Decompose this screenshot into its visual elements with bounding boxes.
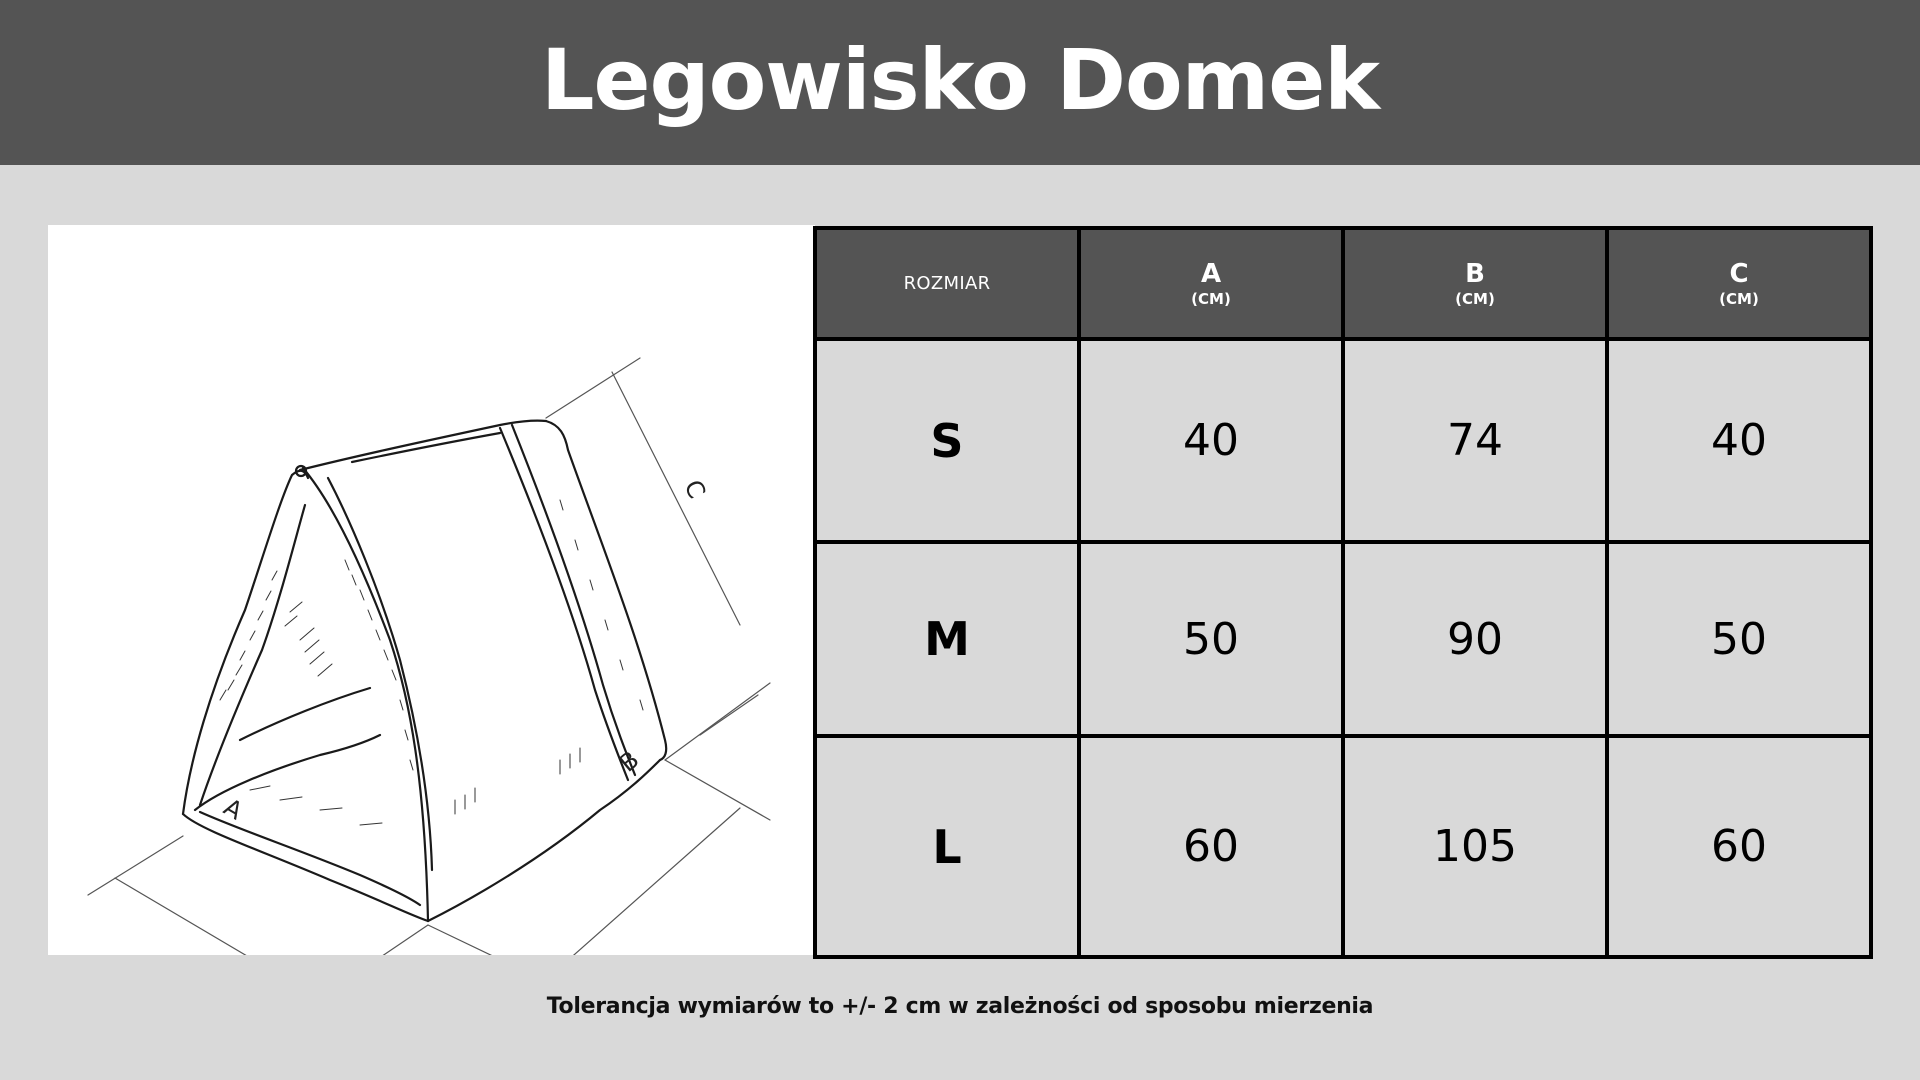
- value-cell-c: 60: [1607, 736, 1871, 957]
- column-header-unit: (CM): [1191, 289, 1231, 308]
- column-header-label: ROZMIAR: [903, 273, 991, 294]
- value-cell-c: 50: [1607, 542, 1871, 736]
- table-row: [815, 542, 1871, 736]
- value-cell-a: 60: [1079, 736, 1343, 957]
- column-header-unit: (CM): [1719, 289, 1759, 308]
- column-header-unit: (CM): [1455, 289, 1495, 308]
- column-header-label: A: [1200, 258, 1222, 289]
- column-header-label: B: [1465, 258, 1485, 289]
- column-header-size: [815, 228, 1079, 339]
- tent-bed-drawing-icon: [48, 225, 815, 955]
- table-header-row: [815, 228, 1871, 339]
- dimension-label-b: B: [613, 745, 645, 778]
- column-header-c: [1607, 228, 1871, 339]
- dimension-label-c: C: [678, 475, 712, 503]
- value-cell-a: 40: [1079, 339, 1343, 542]
- value-cell-b: 90: [1343, 542, 1607, 736]
- column-header-a: [1079, 228, 1343, 339]
- page-title: Legowisko Domek: [540, 30, 1380, 129]
- value-cell-b: 105: [1343, 736, 1607, 957]
- size-cell: S: [815, 339, 1079, 542]
- column-header-label: C: [1729, 258, 1749, 289]
- value-cell-c: 40: [1607, 339, 1871, 542]
- value-cell-a: 50: [1079, 542, 1343, 736]
- column-header-b: [1343, 228, 1607, 339]
- table-row: [815, 736, 1871, 957]
- table-row: [815, 339, 1871, 542]
- dimension-label-a: A: [219, 792, 248, 826]
- size-cell: L: [815, 736, 1079, 957]
- product-illustration: [48, 225, 815, 955]
- tolerance-note: Tolerancja wymiarów to +/- 2 cm w zależności od sposobu mierzenia: [546, 994, 1374, 1019]
- size-cell: M: [815, 542, 1079, 736]
- header-band: [0, 0, 1920, 165]
- size-table: [813, 226, 1873, 959]
- value-cell-b: 74: [1343, 339, 1607, 542]
